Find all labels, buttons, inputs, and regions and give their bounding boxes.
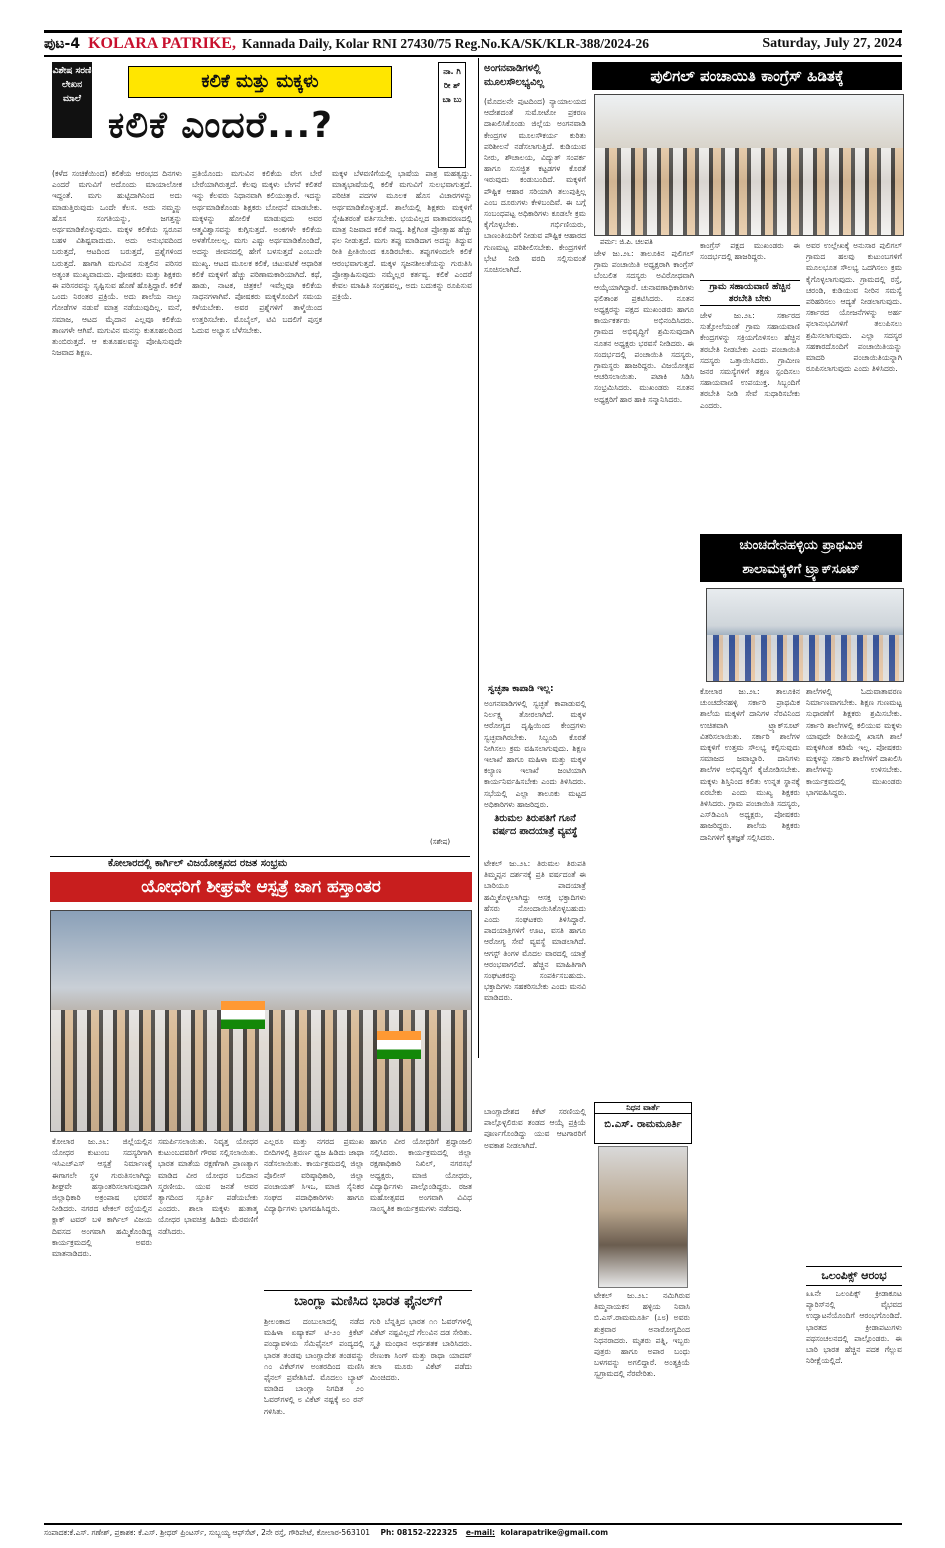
school-headline-line-2: ಶಾಲಾಮಕ್ಕಳಿಗೆ ಟ್ರ್ಯಾಕ್‌ಸೂಟ್ <box>742 562 860 577</box>
kargil-column-2: ಸಮರ್ಪಿಸಲಾಯಿತು. ನಿವೃತ್ತ ಯೋಧರ ಕುಟುಂಬದವರಿಗೆ ಗೌರವ ಸಲ್ಲಿಸಲಾಯಿತು. ಭಾರತ ಮಾತೆಯ ರಕ್ಷಣೆಗಾಗಿ ಪ್ರಾಣತ್ಯಾಗ ಮಾಡಿದ ವೀರ ಯೋಧರ ಬಲಿದಾನ ಸ್ಮರಣೀಯ. ಯುವ ಜನತೆ ಅವರ ತ್ಯಾಗದಿಂದ ಸ್ಫೂರ್ತಿ ಪಡೆಯಬೇಕು ಎಂದರು. ಶಾಲಾ ಮಕ್ಕಳು ಹುತಾತ್ಮ ಯೋಧರ ಭಾವಚಿತ್ರ ಹಿಡಿದು ಮೆರವಣಿಗೆ ನಡೆಸಿದರು. <box>158 1137 258 1236</box>
puligal-column-1: ಜೇಳ ಜು.೨೬: ತಾಲೂಕಿನ ಪುಲಿಗಲ್ ಗ್ರಾಮ ಪಂಚಾಯಿತಿ ಅಧ್ಯಕ್ಷರಾಗಿ ಕಾಂಗ್ರೆಸ್ ಬೆಂಬಲಿತ ಸದಸ್ಯರು ಅವಿರೋಧವಾಗಿ ಆಯ್ಕೆಯಾಗಿದ್ದಾರೆ. ಚುನಾವಣಾಧಿಕಾರಿಗಳು ಫಲಿತಾಂಶ ಪ್ರಕಟಿಸಿದರು. ನೂತನ ಅಧ್ಯಕ್ಷರನ್ನು ಪಕ್ಷದ ಮುಖಂಡರು ಹಾಗೂ ಕಾರ್ಯಕರ್ತರು ಅಭಿನಂದಿಸಿದರು. ಗ್ರಾಮದ ಅಭಿವೃದ್ಧಿಗೆ ಶ್ರಮಿಸುವುದಾಗಿ ನೂತನ ಅಧ್ಯಕ್ಷರು ಭರವಸೆ ನೀಡಿದರು. ಈ ಸಂದರ್ಭದಲ್ಲಿ ಪಂಚಾಯಿತಿ ಸದಸ್ಯರು, ಗ್ರಾಮಸ್ಥರು ಹಾಜರಿದ್ದರು. ವಿಜಯೋತ್ಸವ ಆಚರಿಸಲಾಯಿತು. ಪಟಾಕಿ ಸಿಡಿಸಿ ಸಂಭ್ರಮಿಸಿದರು. ಮುಖಂಡರು ನೂತನ ಅಧ್ಯಕ್ಷರಿಗೆ ಹಾರ ಹಾಕಿ ಸನ್ಮಾನಿಸಿದರು. <box>594 249 694 404</box>
series-label: ವಿಶೇಷ ಸರಣಿ ಲೇಖನ ಮಾಲೆ <box>52 62 92 138</box>
olympics-subhead: ಒಲಂಪಿಕ್ಸ್ ಆರಂಭ <box>806 1266 902 1286</box>
anganwadi-subhead: ಸ್ವಚ್ಛತಾ ಕಾಪಾಡಿ ಇಲ್ಲ: <box>488 684 554 694</box>
cricket-headline: ಬಾಂಗ್ಲಾ ಮಣಿಸಿದ ಭಾರತ ಫೈನಲ್‌ಗೆ <box>264 1290 472 1313</box>
email-label: e-mail: <box>465 1528 496 1537</box>
feature-column-2: ಪ್ರತಿಯೊಂದು ಮಗುವಿನ ಕಲಿಕೆಯ ವೇಗ ಬೇರೆ ಬೇರೆಯಾಗಿರುತ್ತದೆ. ಕೆಲವು ಮಕ್ಕಳು ಬೇಗನೆ ಕಲಿತರೆ ಇನ್ನು ಕೆಲವರು ನಿಧಾನವಾಗಿ ಕಲಿಯುತ್ತಾರೆ. ಇದನ್ನು ಅರ್ಥಮಾಡಿಕೊಂಡು ಶಿಕ್ಷಕರು ಬೋಧನೆ ಮಾಡಬೇಕು. ಮಕ್ಕಳನ್ನು ಹೋಲಿಕೆ ಮಾಡುವುದು ಅವರ ಆತ್ಮವಿಶ್ವಾಸವನ್ನು ಕುಗ್ಗಿಸುತ್ತದೆ. ಅಂಕಗಳೇ ಕಲಿಕೆಯ ಅಳತೆಗೋಲಲ್ಲ. ಮಗು ಎಷ್ಟು ಅರ್ಥಮಾಡಿಕೊಂಡಿದೆ, ಅದನ್ನು ಜೀವನದಲ್ಲಿ ಹೇಗೆ ಬಳಸುತ್ತದೆ ಎಂಬುದೇ ಮುಖ್ಯ. ಆಟದ ಮೂಲಕ ಕಲಿಕೆ, ಚಟುವಟಿಕೆ ಆಧಾರಿತ ಕಲಿಕೆ ಮಕ್ಕಳಿಗೆ ಹೆಚ್ಚು ಪರಿಣಾಮಕಾರಿಯಾಗಿದೆ. ಕಥೆ, ಹಾಡು, ನಾಟಕ, ಚಿತ್ರಕಲೆ ಇವೆಲ್ಲವೂ ಕಲಿಕೆಯ ಸಾಧನಗಳಾಗಿವೆ. ಪೋಷಕರು ಮಕ್ಕಳೊಂದಿಗೆ ಸಮಯ ಕಳೆಯಬೇಕು. ಅವರ ಪ್ರಶ್ನೆಗಳಿಗೆ ತಾಳ್ಮೆಯಿಂದ ಉತ್ತರಿಸಬೇಕು. ಮೊಬೈಲ್, ಟಿವಿ ಬದಲಿಗೆ ಪುಸ್ತಕ ಓದುವ ಅಭ್ಯಾಸ ಬೆಳೆಸಬೇಕು. <box>192 169 322 335</box>
column-divider <box>478 58 479 1058</box>
tirupati-headline: ತಿರುಮಲ ತಿರುಪತಿಗೆ ಗೂನೆ ವರ್ಷದ ಪಾದಯಾತ್ರೆ ವ್ಯವಸ್ಥೆ <box>492 813 578 837</box>
school-column-1: ಕೋಲಾರ ಜು.೨೬: ತಾಲೂಕಿನ ಚುಂಚದೇನಹಳ್ಳಿ ಸರ್ಕಾರಿ ಪ್ರಾಥಮಿಕ ಶಾಲೆಯ ಮಕ್ಕಳಿಗೆ ದಾನಿಗಳ ನೆರವಿನಿಂದ ಉಚಿತವಾಗಿ ಟ್ರ್ಯಾಕ್‌ಸೂಟ್ ವಿತರಿಸಲಾಯಿತು. ಸರ್ಕಾರಿ ಶಾಲೆಗಳ ಮಕ್ಕಳಿಗೆ ಉತ್ತಮ ಸೌಲಭ್ಯ ಕಲ್ಪಿಸುವುದು ಸಮಾಜದ ಜವಾಬ್ದಾರಿ. ದಾನಿಗಳು ಶಾಲೆಗಳ ಅಭಿವೃದ್ಧಿಗೆ ಕೈಜೋಡಿಸಬೇಕು. ಮಕ್ಕಳು ಶಿಸ್ತಿನಿಂದ ಕಲಿತು ಉನ್ನತ ಸ್ಥಾನಕ್ಕೆ ಏರಬೇಕು ಎಂದು ಮುಖ್ಯ ಶಿಕ್ಷಕರು ತಿಳಿಸಿದರು. ಗ್ರಾಮ ಪಂಚಾಯಿತಿ ಸದಸ್ಯರು, ಎಸ್‌ಡಿಎಂಸಿ ಅಧ್ಯಕ್ಷರು, ಪೋಷಕರು ಹಾಜರಿದ್ದರು. ಶಾಲೆಯ ಶಿಕ್ಷಕರು ದಾನಿಗಳಿಗೆ ಕೃತಜ್ಞತೆ ಸಲ್ಲಿಸಿದರು. <box>700 687 800 842</box>
kargil-procession-photo <box>50 910 472 1132</box>
cricket-column-2: ಗುರಿ ಬೆನ್ನತ್ತಿದ ಭಾರತ ೧೧ ಓವರ್‌ಗಳಲ್ಲಿ ವಿಕೆಟ್ ನಷ್ಟವಿಲ್ಲದೆ ಗೆಲುವಿನ ದಡ ಸೇರಿತು. ಸ್ಮೃತಿ ಮಂಧಾನ ಅರ್ಧಶತಕ ಬಾರಿಸಿದರು. ರೇಣುಕಾ ಸಿಂಗ್ ಮತ್ತು ರಾಧಾ ಯಾದವ್ ತಲಾ ಮೂರು ವಿಕೆಟ್ ಪಡೆದು ಮಿಂಚಿದರು. <box>370 1317 472 1383</box>
obituary-text: ಟೇಕಲ್ ಜು.೨೬: ನಮಿಗಿರುವ ತಿಮ್ಮನಾಯಕನ ಹಳ್ಳಿಯ ನಿವಾಸಿ ಬಿ.ಎಸ್.ರಾಮಮೂರ್ತಿ (೭೮) ಅವರು ಶುಕ್ರವಾರ ಅನಾರೋಗ್ಯದಿಂದ ನಿಧನರಾದರು. ಮೃತರು ಪತ್ನಿ, ಇಬ್ಬರು ಪುತ್ರರು ಹಾಗೂ ಅಪಾರ ಬಂಧು ಬಳಗವನ್ನು ಅಗಲಿದ್ದಾರೆ. ಅಂತ್ಯಕ್ರಿಯೆ ಸ್ವಗ್ರಾಮದಲ್ಲಿ ನೆರವೇರಿತು. <box>594 1291 690 1379</box>
puligal-column-3: ಅವರ ಉಲ್ಲೇಖಕ್ಕೆ ಅನುಸಾರ ಪುಲಿಗಲ್ ಗ್ರಾಮದ ಹಲವು ಕುಟುಂಬಗಳಿಗೆ ಮೂಲಭೂತ ಸೌಲಭ್ಯ ಒದಗಿಸಲು ಕ್ರಮ ಕೈಗೊಳ್ಳಲಾಗುವುದು. ಗ್ರಾಮದಲ್ಲಿ ರಸ್ತೆ, ಚರಂಡಿ, ಕುಡಿಯುವ ನೀರಿನ ಸಮಸ್ಯೆ ಪರಿಹರಿಸಲು ಆದ್ಯತೆ ನೀಡಲಾಗುವುದು. ಸರ್ಕಾರದ ಯೋಜನೆಗಳನ್ನು ಅರ್ಹ ಫಲಾನುಭವಿಗಳಿಗೆ ತಲುಪಿಸಲು ಶ್ರಮಿಸಲಾಗುವುದು. ಎಲ್ಲಾ ಸದಸ್ಯರ ಸಹಕಾರದೊಂದಿಗೆ ಪಂಚಾಯಿತಿಯನ್ನು ಮಾದರಿ ಪಂಚಾಯಿತಿಯನ್ನಾಗಿ ರೂಪಿಸಲಾಗುವುದು ಎಂದು ತಿಳಿಸಿದರು. <box>806 241 902 374</box>
helpline-subhead: ಗ್ರಾಮ ಸಹಾಯವಾಣಿ ಹೆಚ್ಚಿನ ತರಬೇತಿ ಬೇಕು <box>700 280 800 306</box>
obituary-name: ಬಿ.ಎಸ್. ರಾಮಮೂರ್ತಿ <box>604 1119 682 1130</box>
feature-column-1: (ಕಳೆದ ಸಂಚಿಕೆಯಿಂದ) ಕಲಿಕೆಯ ಆರಂಭದ ದಿನಗಳು ಎಂದರೆ ಮಗುವಿಗೆ ಅದೊಂದು ಮಾಯಾಲೋಕ ಇದ್ದಂತೆ. ಮಗು ಹುಟ್ಟಿದಾಗಿನಿಂದ ಅದು ಮಾಡುತ್ತಿರುವುದು ಒಂದೇ ಕೆಲಸ. ಅದು ನಮ್ಮನ್ನು ಹೊಸ ಸಂಗತಿಯನ್ನು, ಜಗತ್ತನ್ನು ಅರ್ಥಮಾಡಿಕೊಳ್ಳುವುದು. ಮಕ್ಕಳ ಕಲಿಕೆಯ ಸ್ವರೂಪ ಬಹಳ ವಿಶಿಷ್ಟವಾದುದು. ಅದು ಅನುಭವದಿಂದ ಬರುತ್ತದೆ, ಆಟದಿಂದ ಬರುತ್ತದೆ, ಪ್ರಶ್ನೆಗಳಿಂದ ಬರುತ್ತದೆ. ಹಾಗಾಗಿ ಮಗುವಿನ ಸುತ್ತಲಿನ ಪರಿಸರ ಅತ್ಯಂತ ಮುಖ್ಯವಾದುದು. ಪೋಷಕರು ಮತ್ತು ಶಿಕ್ಷಕರು ಈ ಪರಿಸರವನ್ನು ಸೃಷ್ಟಿಸುವ ಹೊಣೆ ಹೊತ್ತಿದ್ದಾರೆ. ಕಲಿಕೆ ಒಂದು ನಿರಂತರ ಪ್ರಕ್ರಿಯೆ. ಅದು ಶಾಲೆಯ ನಾಲ್ಕು ಗೋಡೆಗಳ ನಡುವೆ ಮಾತ್ರ ನಡೆಯುವುದಿಲ್ಲ. ಮನೆ, ಸಮಾಜ, ಆಟದ ಮೈದಾನ ಎಲ್ಲವೂ ಕಲಿಕೆಯ ತಾಣಗಳೇ ಆಗಿವೆ. ಮಗುವಿನ ಮನಸ್ಸು ಕುತೂಹಲದಿಂದ ತುಂಬಿರುತ್ತದೆ. ಆ ಕುತೂಹಲವನ್ನು ಪೋಷಿಸುವುದೇ ನಿಜವಾದ ಶಿಕ್ಷಣ. <box>52 169 182 358</box>
phone-number: Ph: 08152-222325 <box>380 1528 458 1537</box>
school-headline <box>700 534 902 582</box>
photo-caption: ಪರ್ಮ: ಜಿ.ಪಿ. ಚಲಪತಿ <box>600 238 653 246</box>
kargil-headline: ಯೋಧರಿಗೆ ಶೀಘ್ರವೇ ಆಸ್ಪತ್ರೆ ಜಾಗ ಹಸ್ತಾಂತರ <box>50 872 472 902</box>
section-divider <box>50 856 470 857</box>
india-flag-icon <box>221 1001 265 1029</box>
helpline-text: ಜೇಳ ಜು.೨೬: ಸರ್ಕಾರದ ಸುತ್ತೋಲೆಯಂತೆ ಗ್ರಾಮ ಸಹಾಯವಾಣಿ ಕೇಂದ್ರಗಳನ್ನು ಸಕ್ರಿಯಗೊಳಿಸಲು ಹೆಚ್ಚಿನ ತರಬೇತಿ ನೀಡಬೇಕು ಎಂದು ಪಂಚಾಯಿತಿ ಸದಸ್ಯರು ಒತ್ತಾಯಿಸಿದರು. ಗ್ರಾಮೀಣ ಜನರ ಸಮಸ್ಯೆಗಳಿಗೆ ತಕ್ಷಣ ಸ್ಪಂದಿಸಲು ಸಹಾಯವಾಣಿ ಉಪಯುಕ್ತ. ಸಿಬ್ಬಂದಿಗೆ ತರಬೇತಿ ನೀಡಿ ಸೇವೆ ಸುಧಾರಿಸಬೇಕು ಎಂದರು. <box>700 311 800 410</box>
anganwadi-text: (ಮೊದಲನೇ ಪುಟದಿಂದ) ನ್ಯಾಯಾಲಯದ ಆದೇಶದಂತೆ ಸುಮೋಟೋ ಪ್ರಕರಣ ದಾಖಲಿಸಿಕೊಂಡು ಜಿಲ್ಲೆಯ ಅಂಗನವಾಡಿ ಕೇಂದ್ರಗಳ ಮೂಲಸೌಕರ್ಯ ಕುರಿತು ಪರಿಶೀಲನೆ ನಡೆಸಲಾಗುತ್ತಿದೆ. ಕುಡಿಯುವ ನೀರು, ಶೌಚಾಲಯ, ವಿದ್ಯುತ್ ಸಂಪರ್ಕ ಹಾಗೂ ಸುಸಜ್ಜಿತ ಕಟ್ಟಡಗಳ ಕೊರತೆ ಇರುವುದು ಕಂಡುಬಂದಿದೆ. ಮಕ್ಕಳಿಗೆ ಪೌಷ್ಟಿಕ ಆಹಾರ ಸರಿಯಾಗಿ ತಲುಪುತ್ತಿಲ್ಲ ಎಂಬ ದೂರುಗಳು ಕೇಳಿಬಂದಿವೆ. ಈ ಬಗ್ಗೆ ಸಂಬಂಧಪಟ್ಟ ಅಧಿಕಾರಿಗಳು ಕೂಡಲೇ ಕ್ರಮ ಕೈಗೊಳ್ಳಬೇಕು. ಗರ್ಭಿಣಿಯರು, ಬಾಣಂತಿಯರಿಗೆ ನೀಡುವ ಪೌಷ್ಟಿಕ ಆಹಾರದ ಗುಣಮಟ್ಟ ಪರಿಶೀಲಿಸಬೇಕು. ಕೇಂದ್ರಗಳಿಗೆ ಭೇಟಿ ನೀಡಿ ವರದಿ ಸಲ್ಲಿಸುವಂತೆ ಸೂಚಿಸಲಾಗಿದೆ. <box>484 97 586 275</box>
issue-date: Saturday, July 27, 2024 <box>762 36 902 51</box>
imprint-footer <box>44 1523 902 1541</box>
anganwadi-text-2: ಅಂಗನವಾಡಿಗಳಲ್ಲಿ ಸ್ವಚ್ಛತೆ ಕಾಪಾಡುವಲ್ಲಿ ನಿರ್ಲಕ್ಷ್ಯ ತೋರಲಾಗಿದೆ. ಮಕ್ಕಳ ಆರೋಗ್ಯದ ದೃಷ್ಟಿಯಿಂದ ಕೇಂದ್ರಗಳು ಸ್ವಚ್ಛವಾಗಿರಬೇಕು. ಸಿಬ್ಬಂದಿ ಕೊರತೆ ನೀಗಿಸಲು ಕ್ರಮ ವಹಿಸಲಾಗುವುದು. ಶಿಕ್ಷಣ ಇಲಾಖೆ ಹಾಗೂ ಮಹಿಳಾ ಮತ್ತು ಮಕ್ಕಳ ಕಲ್ಯಾಣ ಇಲಾಖೆ ಜಂಟಿಯಾಗಿ ಕಾರ್ಯನಿರ್ವಹಿಸಬೇಕು ಎಂದು ತಿಳಿಸಿದರು. ಸಭೆಯಲ್ಲಿ ಎಲ್ಲಾ ತಾಲೂಕು ಮಟ್ಟದ ಅಧಿಕಾರಿಗಳು ಹಾಜರಿದ್ದರು. <box>484 699 586 808</box>
author-byline: ನಾ. ಗಿ ರೀ ಶ್ ಬಾ ಬು <box>438 62 466 168</box>
kargil-column-4: ಹಾಗೂ ವೀರ ಯೋಧರಿಗೆ ಶ್ರದ್ಧಾಂಜಲಿ ಸಲ್ಲಿಸಿದರು. ಕಾರ್ಯಕ್ರಮದಲ್ಲಿ ಜಿಲ್ಲಾ ರಕ್ಷಣಾಧಿಕಾರಿ ನಿಖಿಲ್, ನಗರಸಭೆ ಅಧ್ಯಕ್ಷರು, ಮಾಜಿ ಯೋಧರು, ವಿದ್ಯಾರ್ಥಿಗಳು ಪಾಲ್ಗೊಂಡಿದ್ದರು. ರಜತ ಮಹೋತ್ಸವದ ಅಂಗವಾಗಿ ವಿವಿಧ ಸಾಂಸ್ಕೃತಿಕ ಕಾರ್ಯಕ್ರಮಗಳು ನಡೆದವು. <box>370 1137 472 1214</box>
newspaper-name: KOLARA PATRIKE, <box>88 35 236 52</box>
kargil-column-1: ಕೋಲಾರ ಜು.೨೬: ಜಿಲ್ಲೆಯಲ್ಲಿನ ಯೋಧರ ಕುಟುಂಬ ಸದಸ್ಯರಿಗಾಗಿ ಇಸಿಎಚ್‌ಎಸ್ ಆಸ್ಪತ್ರೆ ನಿರ್ಮಾಣಕ್ಕೆ ಈಗಾಗಲೇ ಸ್ಥಳ ಗುರುತಿಸಲಾಗಿದ್ದು ಶೀಘ್ರವೇ ಹಸ್ತಾಂತರಿಸಲಾಗುವುದಾಗಿ ಜಿಲ್ಲಾಧಿಕಾರಿ ಅಕ್ರಂಪಾಷ ಭರವಸೆ ನೀಡಿದರು. ನಗರದ ಟೇಕಲ್ ರಸ್ತೆಯಲ್ಲಿನ ಕ್ಲಾಕ್ ಟವರ್ ಬಳಿ ಕಾರ್ಗಿಲ್ ವಿಜಯ ದಿವಸದ ಅಂಗವಾಗಿ ಹಮ್ಮಿಕೊಂಡಿದ್ದ ಕಾರ್ಯಕ್ರಮದಲ್ಲಿ ಅವರು ಮಾತನಾಡಿದರು. <box>52 1137 152 1259</box>
obituary-box <box>594 1102 692 1144</box>
puligal-group-photo <box>594 94 904 236</box>
students-photo <box>706 588 904 682</box>
feature-column-3: ಮಕ್ಕಳ ಬೆಳವಣಿಗೆಯಲ್ಲಿ ಭಾಷೆಯ ಪಾತ್ರ ಮಹತ್ವದ್ದು. ಮಾತೃಭಾಷೆಯಲ್ಲಿ ಕಲಿಕೆ ಮಗುವಿಗೆ ಸುಲಭವಾಗುತ್ತದೆ. ಪರಿಚಿತ ಪದಗಳ ಮೂಲಕ ಹೊಸ ವಿಚಾರಗಳನ್ನು ಅರ್ಥಮಾಡಿಕೊಳ್ಳುತ್ತದೆ. ಶಾಲೆಯಲ್ಲಿ ಶಿಕ್ಷಕರು ಮಕ್ಕಳಿಗೆ ಸ್ನೇಹಿತರಂತೆ ವರ್ತಿಸಬೇಕು. ಭಯವಿಲ್ಲದ ವಾತಾವರಣದಲ್ಲಿ ಮಾತ್ರ ನಿಜವಾದ ಕಲಿಕೆ ಸಾಧ್ಯ. ಶಿಕ್ಷೆಗಿಂತ ಪ್ರೋತ್ಸಾಹ ಹೆಚ್ಚು ಫಲ ನೀಡುತ್ತದೆ. ಮಗು ತಪ್ಪು ಮಾಡಿದಾಗ ಅದನ್ನು ತಿದ್ದುವ ರೀತಿ ಪ್ರೀತಿಯಿಂದ ಕೂಡಿರಬೇಕು. ತಪ್ಪುಗಳಿಂದಲೇ ಕಲಿಕೆ ಆರಂಭವಾಗುತ್ತದೆ. ಮಕ್ಕಳ ಸೃಜನಶೀಲತೆಯನ್ನು ಗುರುತಿಸಿ ಪ್ರೋತ್ಸಾಹಿಸುವುದು ನಮ್ಮೆಲ್ಲರ ಕರ್ತವ್ಯ. ಕಲಿಕೆ ಎಂದರೆ ಕೇವಲ ಮಾಹಿತಿ ಸಂಗ್ರಹವಲ್ಲ, ಅದು ಬದುಕನ್ನು ರೂಪಿಸುವ ಪ್ರಕ್ರಿಯೆ. <box>332 169 472 302</box>
puligal-column-2: ಕಾಂಗ್ರೆಸ್ ಪಕ್ಷದ ಮುಖಂಡರು ಈ ಸಂದರ್ಭದಲ್ಲಿ ಹಾಜರಿದ್ದರು. <box>700 241 800 262</box>
kargil-column-3: ಎಲ್ಲರೂ ಮತ್ತು ನಗರದ ಪ್ರಮುಖ ಬೀದಿಗಳಲ್ಲಿ ತ್ರಿವರ್ಣ ಧ್ವಜ ಹಿಡಿದು ಜಾಥಾ ನಡೆಸಲಾಯಿತು. ಕಾರ್ಯಕ್ರಮದಲ್ಲಿ ಜಿಲ್ಲಾ ಪೊಲೀಸ್ ವರಿಷ್ಠಾಧಿಕಾರಿ, ಜಿಲ್ಲಾ ಪಂಚಾಯತ್ ಸಿಇಒ, ಮಾಜಿ ಸೈನಿಕರ ಸಂಘದ ಪದಾಧಿಕಾರಿಗಳು ಹಾಗೂ ವಿದ್ಯಾರ್ಥಿಗಳು ಭಾಗವಹಿಸಿದ್ದರು. <box>264 1137 364 1214</box>
india-flag-icon <box>377 1031 421 1059</box>
school-column-2: ಶಾಲೆಗಳಲ್ಲಿ ಓದುವಾತಾವರಣ ನಿರ್ಮಾಣವಾಗಬೇಕು. ಶಿಕ್ಷಣ ಗುಣಮಟ್ಟ ಸುಧಾರಣೆಗೆ ಶಿಕ್ಷಕರು ಶ್ರಮಿಸಬೇಕು. ಸರ್ಕಾರಿ ಶಾಲೆಗಳಲ್ಲಿ ಕಲಿಯುವ ಮಕ್ಕಳು ಯಾವುದೇ ರೀತಿಯಲ್ಲಿ ಖಾಸಗಿ ಶಾಲೆ ಮಕ್ಕಳಿಗಿಂತ ಕಡಿಮೆ ಇಲ್ಲ. ಪೋಷಕರು ಮಕ್ಕಳನ್ನು ಸರ್ಕಾರಿ ಶಾಲೆಗಳಿಗೆ ದಾಖಲಿಸಿ ಶಾಲೆಗಳನ್ನು ಉಳಿಸಬೇಕು. ಕಾರ್ಯಕ್ರಮದಲ್ಲಿ ಮುಖಂಡರು ಭಾಗವಹಿಸಿದ್ದರು. <box>806 687 902 797</box>
cricket-column-1: ಶ್ರೀಲಂಕಾದ ದಂಬುಲಾದಲ್ಲಿ ನಡೆದ ಮಹಿಳಾ ಏಷ್ಯಾಕಪ್ ಟಿ-೨೦ ಕ್ರಿಕೆಟ್ ಪಂದ್ಯಾವಳಿಯ ಸೆಮಿಫೈನಲ್ ಪಂದ್ಯದಲ್ಲಿ ಭಾರತ ತಂಡವು ಬಾಂಗ್ಲಾದೇಶ ತಂಡವನ್ನು ೧೦ ವಿಕೆಟ್‌ಗಳ ಅಂತರದಿಂದ ಮಣಿಸಿ ಫೈನಲ್ ಪ್ರವೇಶಿಸಿದೆ. ಮೊದಲು ಬ್ಯಾಟ್ ಮಾಡಿದ ಬಾಂಗ್ಲಾ ನಿಗದಿತ ೨೦ ಓವರ್‌ಗಳಲ್ಲಿ ೮ ವಿಕೆಟ್ ನಷ್ಟಕ್ಕೆ ೮೦ ರನ್ ಗಳಿಸಿತು. <box>264 1317 364 1416</box>
tirupati-text-2: ಬಾಂಗ್ಲಾದೇಶದ ಕಿಕೆಟ್ ಸರಣಿಯಲ್ಲಿ ಪಾಲ್ಗೊಳ್ಳಲಿರುವ ತಂಡದ ಆಯ್ಕೆ ಪ್ರಕ್ರಿಯೆ ಪೂರ್ಣಗೊಂಡಿದ್ದು ಯುವ ಆಟಗಾರರಿಗೆ ಅವಕಾಶ ನೀಡಲಾಗಿದೆ. <box>484 1107 586 1150</box>
school-headline-line-1: ಚುಂಚದೇನಹಳ್ಳಿಯ ಪ್ರಾಥಮಿಕ <box>739 538 863 553</box>
obituary-portrait <box>598 1146 688 1288</box>
continued-note: (ಸಶೇಷ) <box>430 838 451 846</box>
feature-title: ಕಲಿಕೆ ಎಂದರೆ...? <box>108 105 334 146</box>
imprint-text: ಸಂಪಾದಕ:ಕೆ.ಎಸ್. ಗಣೇಶ್, ಪ್ರಕಾಶಕ: ಕೆ.ಎಸ್. ಶ್ರೀಧರ್ ಪ್ರಿಂಟರ್ಸ್, ಸುಬ್ಬಯ್ಯ ಆಫ್‌ಸೆಟ್, 2ನೇ ರಸ್ತೆ, ಗೌರಿಪೇಟೆ, ಕೋಲಾರ-563101 <box>44 1528 371 1537</box>
olympics-text: ೩೩ನೇ ಒಲಂಪಿಕ್ಸ್ ಕ್ರೀಡಾಕೂಟ ಪ್ಯಾರಿಸ್‌ನಲ್ಲಿ ವೈಭವದ ಉದ್ಘಾಟನೆಯೊಂದಿಗೆ ಆರಂಭಗೊಂಡಿದೆ. ಭಾರತದ ಕ್ರೀಡಾಪಟುಗಳು ಪಥಸಂಚಲನದಲ್ಲಿ ಪಾಲ್ಗೊಂಡರು. ಈ ಬಾರಿ ಭಾರತ ಹೆಚ್ಚಿನ ಪದಕ ಗೆಲ್ಲುವ ನಿರೀಕ್ಷೆಯಲ್ಲಿದೆ. <box>806 1289 902 1366</box>
masthead-strip <box>44 30 902 57</box>
obituary-label: ನಿಧನ ವಾರ್ತೆ <box>595 1103 691 1114</box>
email-link[interactable]: kolarapatrike@gmail.com <box>500 1528 609 1537</box>
kargil-kicker: ಕೋಲಾರದಲ್ಲಿ ಕಾರ್ಗಿಲ್ ವಿಜಯೋತ್ಸವದ ರಜತ ಸಂಭ್ರಮ <box>108 858 288 869</box>
feature-banner: ಕಲಿಕೆ ಮತ್ತು ಮಕ್ಕಳು <box>128 66 392 98</box>
tirupati-text: ಟೇಕಲ್ ಜು.೨೬: ತಿರುಮಲ ತಿರುಪತಿ ತಿಮ್ಮಪ್ಪನ ದರ್ಶನಕ್ಕೆ ಪ್ರತಿ ವರ್ಷದಂತೆ ಈ ಬಾರಿಯೂ ಪಾದಯಾತ್ರೆ ಹಮ್ಮಿಕೊಳ್ಳಲಾಗಿದ್ದು ಆಸಕ್ತ ಭಕ್ತಾದಿಗಳು ಹೆಸರು ನೋಂದಾಯಿಸಿಕೊಳ್ಳಬಹುದು ಎಂದು ಸಂಘಟಕರು ತಿಳಿಸಿದ್ದಾರೆ. ಪಾದಯಾತ್ರಿಗಳಿಗೆ ಊಟ, ವಸತಿ ಹಾಗೂ ಆರೋಗ್ಯ ಸೇವೆ ವ್ಯವಸ್ಥೆ ಮಾಡಲಾಗಿದೆ. ಆಗಸ್ಟ್ ತಿಂಗಳ ಮೊದಲ ವಾರದಲ್ಲಿ ಯಾತ್ರೆ ಆರಂಭವಾಗಲಿದೆ. ಹೆಚ್ಚಿನ ಮಾಹಿತಿಗಾಗಿ ಸಂಘಟಕರನ್ನು ಸಂಪರ್ಕಿಸಬಹುದು. ಭಕ್ತಾದಿಗಳು ಸಹಕರಿಸಬೇಕು ಎಂದು ಮನವಿ ಮಾಡಿದರು. <box>484 859 586 1003</box>
puligal-headline: ಪುಲಿಗಲ್ ಪಂಚಾಯಿತಿ ಕಾಂಗ್ರೆಸ್ ಹಿಡಿತಕ್ಕೆ <box>592 62 902 90</box>
page-number: ಪುಟ-4 <box>44 36 81 52</box>
anganwadi-headline: ಅಂಗನವಾಡಿಗಳಲ್ಲಿ ಮೂಲಸೌಲಭ್ಯವಿಲ್ಲ <box>484 63 545 88</box>
registration-info: Kannada Daily, Kolar RNI 27430/75 Reg.No.KA/SK/KLR-388/2024-26 <box>241 36 649 51</box>
